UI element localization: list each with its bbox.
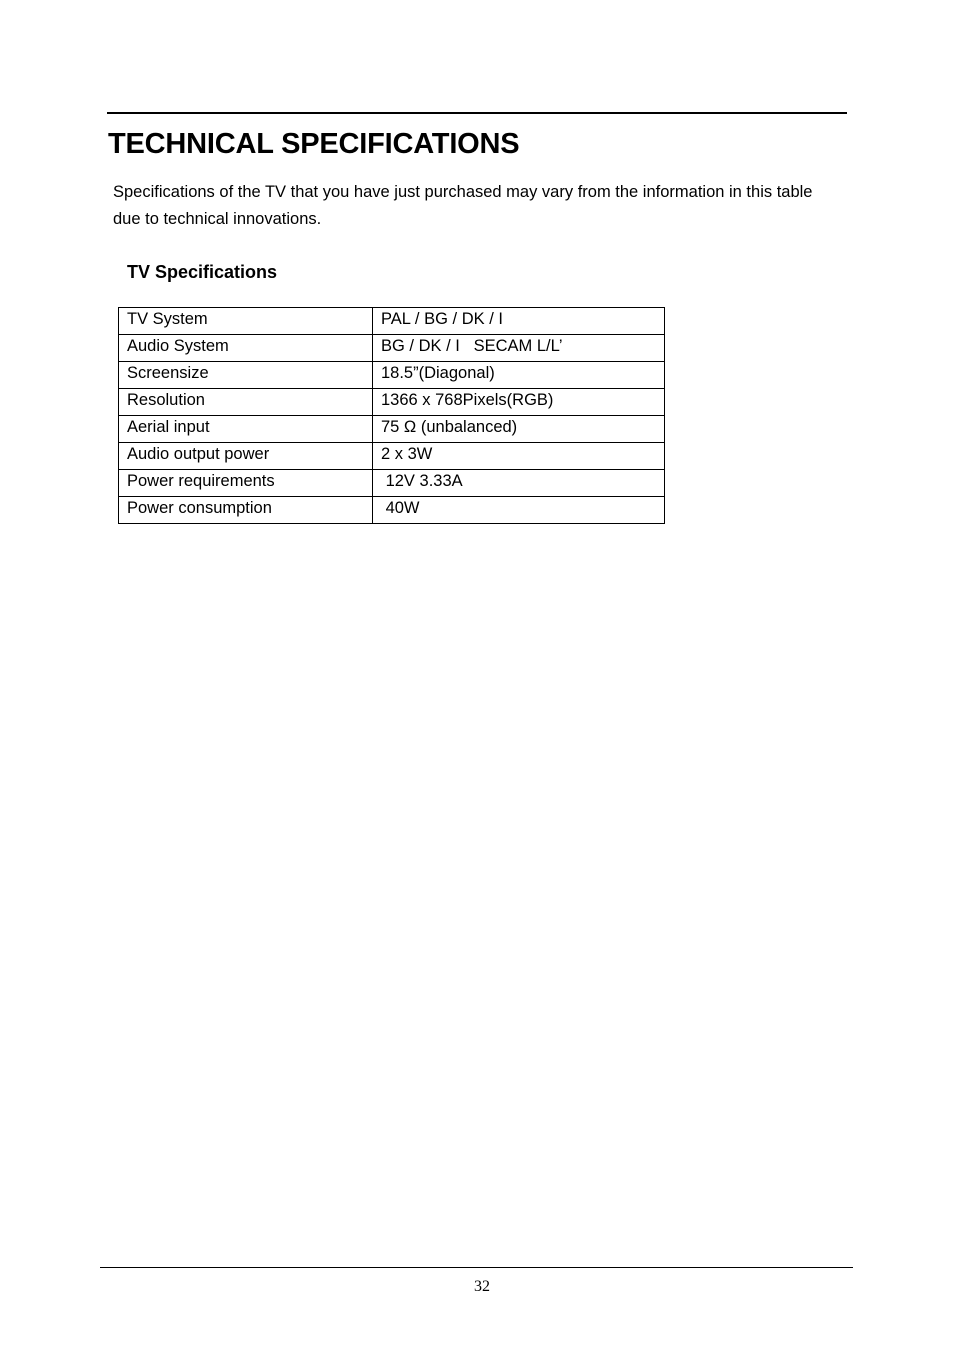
spec-label: Audio output power (119, 443, 373, 470)
page-number: 32 (474, 1278, 490, 1295)
spec-value: 1366 x 768Pixels(RGB) (373, 389, 665, 416)
table-row (119, 470, 665, 497)
spec-value: PAL / BG / DK / I (373, 308, 665, 335)
table-row (119, 362, 665, 389)
table-row (119, 497, 665, 524)
intro-paragraph: Specifications of the TV that you have just purchased may vary from the information in this table due to technical innovations. (113, 183, 813, 228)
table-row (119, 443, 665, 470)
bottom-divider (100, 1267, 853, 1268)
spec-label: TV System (119, 308, 373, 335)
spec-label: Power requirements (119, 470, 373, 497)
table-row (119, 335, 665, 362)
spec-label: Audio System (119, 335, 373, 362)
spec-label: Aerial input (119, 416, 373, 443)
spec-value: 40W (373, 497, 665, 524)
spec-label: Power consumption (119, 497, 373, 524)
top-divider (107, 112, 847, 114)
spec-table (118, 307, 665, 524)
table-row (119, 308, 665, 335)
spec-value: BG / DK / I SECAM L/L’ (373, 335, 665, 362)
section-heading: TV Specifications (127, 262, 278, 282)
spec-value: 12V 3.33A (373, 470, 665, 497)
table-row (119, 416, 665, 443)
spec-label: Resolution (119, 389, 373, 416)
table-row (119, 389, 665, 416)
spec-value: 2 x 3W (373, 443, 665, 470)
spec-value: 75 Ω (unbalanced) (373, 416, 665, 443)
spec-value: 18.5”(Diagonal) (373, 362, 665, 389)
spec-label: Screensize (119, 362, 373, 389)
page-title: TECHNICAL SPECIFICATIONS (108, 128, 520, 160)
